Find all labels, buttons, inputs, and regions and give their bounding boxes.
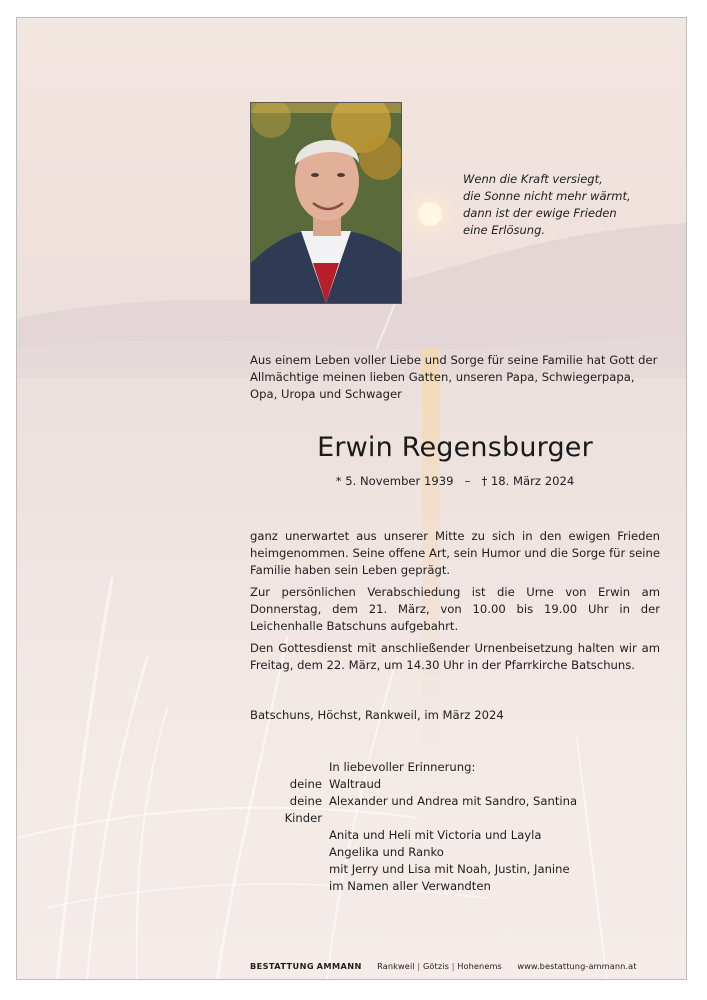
obituary-card [16, 17, 687, 980]
deceased-name: Erwin Regensburger [317, 432, 593, 463]
funeral-home-footer [250, 961, 680, 971]
family-names: mit Jerry und Lisa mit Noah, Justin, Janine [329, 862, 570, 876]
family-relation [250, 861, 329, 878]
family-names: im Namen aller Verwandten [329, 879, 491, 893]
family-row [250, 827, 660, 844]
family-heading: In liebevoller Erinnerung: [329, 760, 476, 774]
portrait-photo [250, 102, 402, 304]
body-paragraph: Den Gottesdienst mit anschließender Urnenbeisetzung halten wir am Freitag, dem 22. März, um 14.30 Uhr in der Pfarrkirche Batschuns. [250, 641, 660, 672]
life-dates [250, 474, 660, 488]
family-names: Alexander und Andrea mit Sandro, Santina [329, 794, 578, 808]
family-names: Waltraud [329, 777, 382, 791]
body-paragraph: Zur persönlichen Verabschiedung ist die Urne von Erwin am Donnerstag, dem 21. März, von 10.00 bis 19.00 Uhr in der Leichenhalle Batschuns aufgebahrt. [250, 585, 660, 633]
quote-line: eine Erlösung. [463, 223, 546, 237]
family-relation [250, 827, 329, 844]
family-row [250, 776, 660, 793]
quote-line: dann ist der ewige Frieden [463, 206, 617, 220]
website-link[interactable]: www.bestattung-ammann.at [517, 961, 637, 971]
family-relation [250, 878, 329, 895]
location: Götzis [422, 961, 449, 971]
location: Rankweil [377, 961, 415, 971]
family-relation: deine [289, 777, 322, 791]
family-heading-row [250, 759, 660, 776]
announcement-body [250, 528, 660, 679]
mourners-list [250, 759, 660, 895]
family-row [250, 844, 660, 861]
family-relation: deine Kinder [284, 794, 322, 825]
intro-text: Aus einem Leben voller Liebe und Sorge für seine Familie hat Gott der Allmächtige meinen lieben Gatten, unseren Papa, Schwiegerpapa, Opa, Uropa und Schwager [250, 353, 658, 401]
location-separator: | [451, 961, 455, 971]
quote-line: Wenn die Kraft versiegt, [463, 172, 603, 186]
quote-line: die Sonne nicht mehr wärmt, [463, 189, 631, 203]
birth-date: * 5. November 1939 [335, 474, 454, 488]
brand-name-2: AMMANN [316, 961, 362, 971]
place-and-date: Batschuns, Höchst, Rankweil, im März 2024 [250, 708, 504, 722]
family-row [250, 878, 660, 895]
location: Hohenems [457, 961, 502, 971]
death-date: † 18. März 2024 [481, 474, 575, 488]
date-separator: – [457, 474, 478, 488]
quote-poem [463, 171, 673, 239]
family-relation [250, 844, 329, 861]
family-names: Anita und Heli mit Victoria und Layla [329, 828, 542, 842]
family-row [250, 793, 660, 827]
body-paragraph: ganz unerwartet aus unserer Mitte zu sich in den ewigen Frieden heimgenommen. Seine offene Art, sein Humor und die Sorge für seine Familie haben sein Leben geprägt. [250, 529, 660, 577]
location-separator: | [417, 961, 421, 971]
family-names: Angelika und Ranko [329, 845, 444, 859]
family-row [250, 861, 660, 878]
brand-name-1: BESTATTUNG [250, 961, 314, 971]
